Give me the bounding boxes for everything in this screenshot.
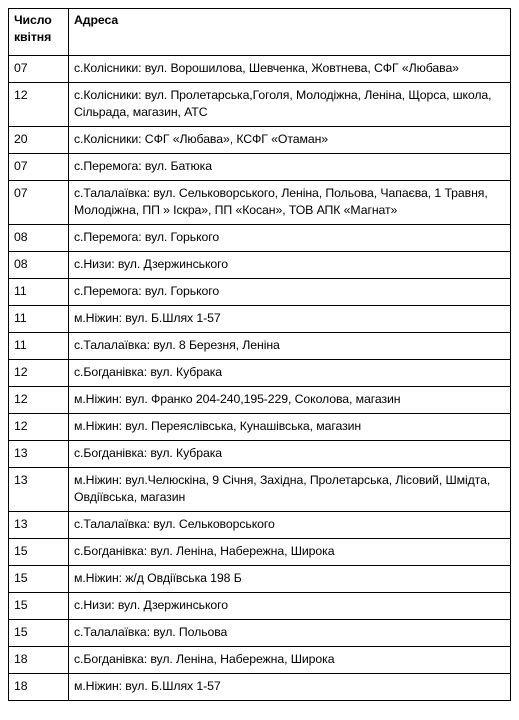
row-address: м.Ніжин: вул.Челюскіна, 9 Січня, Західна, Пролетарська, Лісовий, Шмідта, Овдіївська, магазин	[69, 468, 511, 512]
row-date: 12	[9, 387, 69, 414]
row-address: с.Перемога: вул. Горького	[69, 279, 511, 306]
row-date: 18	[9, 674, 69, 701]
row-date: 07	[9, 181, 69, 225]
row-address: с.Низи: вул. Дзержинського	[69, 593, 511, 620]
row-date: 15	[9, 539, 69, 566]
row-date: 08	[9, 252, 69, 279]
row-date: 12	[9, 414, 69, 441]
table-row	[9, 387, 511, 414]
table-row	[9, 414, 511, 441]
row-address: с.Перемога: вул. Горького	[69, 225, 511, 252]
table-row	[9, 333, 511, 360]
row-date: 12	[9, 360, 69, 387]
table-row	[9, 566, 511, 593]
row-address: с.Богданівка: вул. Леніна, Набережна, Широка	[69, 539, 511, 566]
row-address: с.Перемога: вул. Батюка	[69, 154, 511, 181]
row-address: с.Талалаївка: вул. Польова	[69, 620, 511, 647]
header-address: Адреса	[69, 9, 511, 56]
row-date: 12	[9, 83, 69, 127]
row-date: 11	[9, 279, 69, 306]
row-date: 20	[9, 127, 69, 154]
row-address: с.Талалаївка: вул. Сельковорського, Леніна, Польова, Чапаєва, 1 Травня, Молодіжна, ПП » Іскра», ПП «Косан», ТОВ АПК «Магнат»	[69, 181, 511, 225]
table-row	[9, 306, 511, 333]
row-address: с.Богданівка: вул. Кубрака	[69, 360, 511, 387]
row-date: 11	[9, 333, 69, 360]
row-address: с.Низи: вул. Дзержинського	[69, 252, 511, 279]
row-date: 13	[9, 512, 69, 539]
row-address: м.Ніжин: вул. Б.Шлях 1-57	[69, 674, 511, 701]
table-row	[9, 56, 511, 83]
table-row	[9, 154, 511, 181]
row-address: с.Богданівка: вул. Леніна, Набережна, Широка	[69, 647, 511, 674]
table-row	[9, 441, 511, 468]
row-date: 08	[9, 225, 69, 252]
table-header-row	[9, 9, 511, 56]
table-row	[9, 468, 511, 512]
row-address: с.Богданівка: вул. Кубрака	[69, 441, 511, 468]
row-date: 18	[9, 647, 69, 674]
row-date: 13	[9, 441, 69, 468]
table-row	[9, 181, 511, 225]
row-date: 07	[9, 56, 69, 83]
row-date: 07	[9, 154, 69, 181]
table-row	[9, 512, 511, 539]
outage-schedule-table	[8, 8, 511, 701]
row-address: м.Ніжин: ж/д Овдіївська 198 Б	[69, 566, 511, 593]
table-row	[9, 279, 511, 306]
row-address: м.Ніжин: вул. Переяслівська, Кунашівська, магазин	[69, 414, 511, 441]
table-row	[9, 647, 511, 674]
row-date: 15	[9, 566, 69, 593]
table-row	[9, 539, 511, 566]
table-row	[9, 620, 511, 647]
row-address: с.Колісники: вул. Ворошилова, Шевченка, Жовтнева, СФГ «Любава»	[69, 56, 511, 83]
table-row	[9, 252, 511, 279]
row-address: с.Колісники: вул. Пролетарська,Гоголя, Молодіжна, Леніна, Щорса, школа, Сільрада, магазин, АТС	[69, 83, 511, 127]
table-row	[9, 593, 511, 620]
row-date: 11	[9, 306, 69, 333]
row-address: с.Колісники: СФГ «Любава», КСФГ «Отаман»	[69, 127, 511, 154]
row-date: 15	[9, 593, 69, 620]
table-row	[9, 127, 511, 154]
row-address: с.Талалаївка: вул. 8 Березня, Леніна	[69, 333, 511, 360]
table-row	[9, 83, 511, 127]
row-address: с.Талалаївка: вул. Сельковорського	[69, 512, 511, 539]
table-body	[9, 56, 511, 701]
table-row	[9, 360, 511, 387]
row-address: м.Ніжин: вул. Франко 204-240,195-229, Соколова, магазин	[69, 387, 511, 414]
row-date: 13	[9, 468, 69, 512]
row-date: 15	[9, 620, 69, 647]
table-row	[9, 674, 511, 701]
table-row	[9, 225, 511, 252]
row-address: м.Ніжин: вул. Б.Шлях 1-57	[69, 306, 511, 333]
header-date: Число квітня	[9, 9, 69, 56]
